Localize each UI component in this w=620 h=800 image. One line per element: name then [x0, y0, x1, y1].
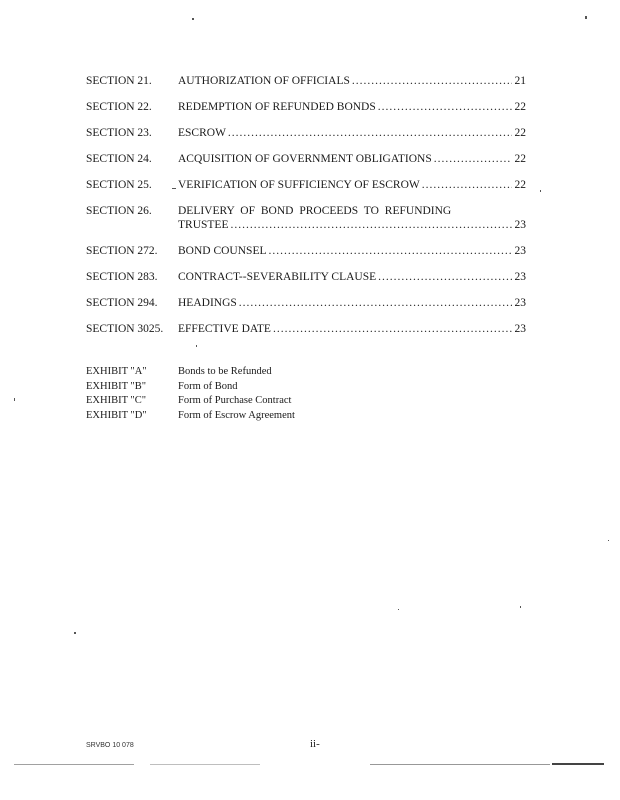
toc-section-number: SECTION 25. — [86, 179, 152, 191]
scan-rule — [370, 764, 550, 765]
scan-speck — [398, 609, 399, 610]
scan-speck — [14, 398, 15, 401]
toc-leader-dots — [230, 218, 511, 232]
toc-page-number: 21 — [514, 75, 526, 87]
scan-rule — [552, 763, 604, 765]
exhibit-description: Bonds to be Refunded — [178, 366, 272, 377]
exhibit-description: Form of Purchase Contract — [178, 395, 292, 406]
scan-rule — [14, 764, 134, 765]
toc-leader-dots — [378, 100, 512, 114]
exhibit-label: EXHIBIT "D" — [86, 409, 147, 421]
toc-section-number: SECTION 21. — [86, 75, 152, 87]
toc-section-number: SECTION 23. — [86, 127, 152, 139]
toc-section-number: SECTION 3025. — [86, 323, 164, 335]
exhibit-label: EXHIBIT "C" — [86, 395, 147, 406]
toc-leader-dots — [422, 178, 512, 192]
toc-section-title: ACQUISITION OF GOVERNMENT OBLIGATIONS — [178, 153, 432, 165]
toc-section-number: SECTION 24. — [86, 153, 152, 165]
toc-leader-dots — [228, 126, 512, 140]
toc-leader-dots — [273, 322, 512, 336]
toc-leader-dots — [239, 296, 512, 310]
scan-speck — [540, 190, 541, 192]
toc-page-number: 22 — [514, 127, 526, 139]
toc-section-number: SECTION 294. — [86, 297, 158, 309]
toc-page-number: 23 — [514, 245, 526, 257]
scan-speck — [74, 632, 76, 634]
toc-leader-dots — [434, 152, 512, 166]
exhibit-description: Form of Bond — [178, 380, 238, 392]
toc-page-number: 22 — [514, 101, 526, 113]
toc-leader-dots — [269, 244, 512, 258]
toc-leader-dots — [378, 270, 511, 284]
document-code: SRVBO 10 078 — [86, 742, 134, 749]
toc-section-title-line1: DELIVERY OF BOND PROCEEDS TO REFUNDING — [178, 205, 452, 217]
toc-section-title: EFFECTIVE DATE — [178, 323, 271, 335]
toc-section-title: HEADINGS — [178, 297, 237, 309]
toc-section-number: SECTION 26. — [86, 205, 152, 217]
page-number: ii- — [310, 738, 320, 750]
exhibit-label: EXHIBIT "A" — [86, 366, 147, 377]
toc-page-number: 23 — [514, 219, 526, 231]
toc-page-number: 22 — [514, 153, 526, 165]
toc-section-title: AUTHORIZATION OF OFFICIALS — [178, 75, 350, 87]
scan-speck — [192, 18, 194, 20]
exhibit-label: EXHIBIT "B" — [86, 380, 147, 392]
scan-speck — [520, 606, 521, 608]
toc-page-number: 23 — [514, 323, 526, 335]
toc-section-title: BOND COUNSEL — [178, 245, 267, 257]
toc-section-number: SECTION 272. — [86, 245, 158, 257]
scan-rule — [150, 764, 260, 765]
scan-speck — [608, 540, 609, 541]
scan-speck — [172, 188, 176, 189]
scan-speck — [585, 16, 587, 19]
toc-section-number: SECTION 283. — [86, 271, 158, 283]
toc-page-number: 23 — [514, 297, 526, 309]
toc-section-title: TRUSTEE — [178, 219, 229, 231]
toc-page-number: 22 — [514, 179, 526, 191]
toc-section-title: REDEMPTION OF REFUNDED BONDS — [178, 101, 376, 113]
toc-leader-dots — [352, 74, 512, 88]
toc-section-title: ESCROW — [178, 127, 226, 139]
toc-section-number: SECTION 22. — [86, 101, 152, 113]
toc-section-title: VERIFICATION OF SUFFICIENCY OF ESCROW — [178, 179, 420, 191]
toc-page-number: 23 — [514, 271, 526, 283]
exhibit-description: Form of Escrow Agreement — [178, 409, 295, 421]
scan-speck — [196, 345, 197, 347]
toc-section-title: CONTRACT--SEVERABILITY CLAUSE — [178, 271, 377, 283]
